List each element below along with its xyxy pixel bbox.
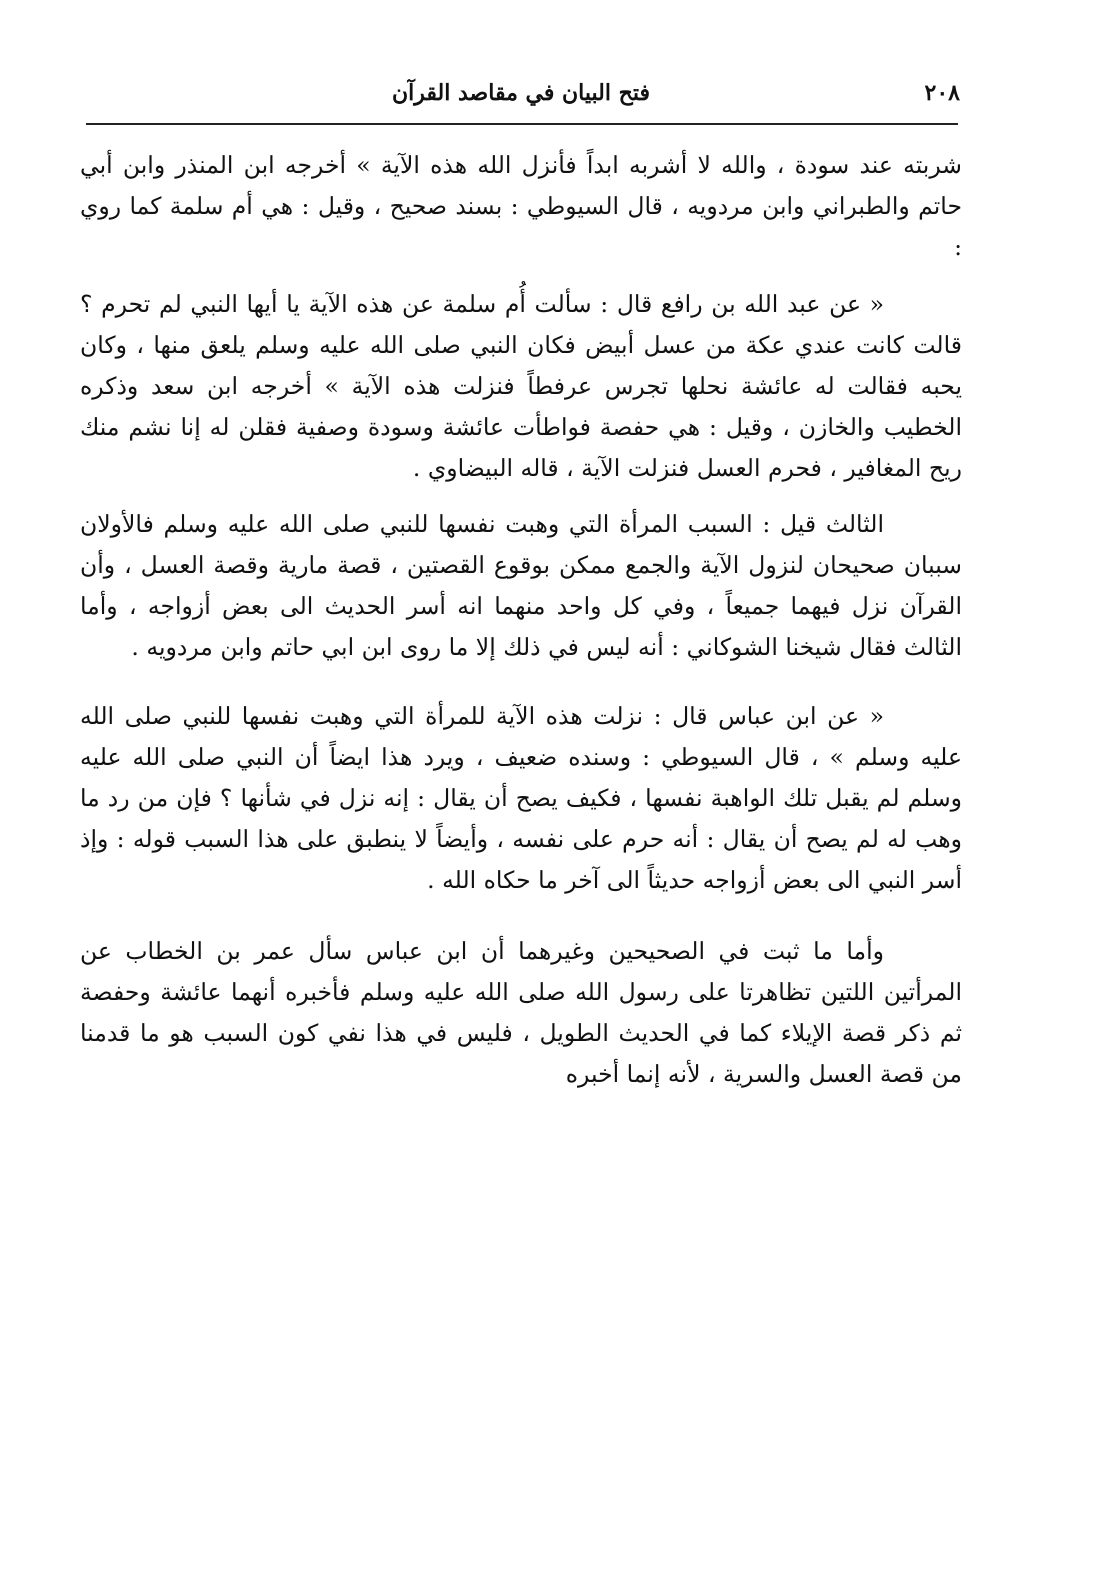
page-number: ٢٠٨ [924, 80, 960, 106]
paragraph-3: الثالث قيل : السبب المرأة التي وهبت نفسها للنبي صلى الله عليه وسلم فالأولان سببان صحيحان لنزول الآية والجمع ممكن بوقوع القصتين ، قصة مارية وقصة العسل ، وأن القرآن نزل فيهما جميعاً ، وفي كل واحد منهما انه أسر الحديث الى بعض أزواجه ، وأما الثالث فقال شيخنا الشوكاني : أنه ليس في ذلك إلا ما روى ابن ابي حاتم وابن مردويه . [80, 510, 962, 661]
paragraph-1: شربته عند سودة ، والله لا أشربه ابداً فأنزل الله هذه الآية » أخرجه ابن المنذر وابن أبي حاتم والطبراني وابن مردويه ، قال السيوطي : بسند صحيح ، وقيل : هي أم سلمة كما روي : [80, 151, 962, 261]
running-title: فتح البيان في مقاصد القرآن [392, 80, 650, 106]
paragraph-5: وأما ما ثبت في الصحيحين وغيرهما أن ابن عباس سأل عمر بن الخطاب عن المرأتين اللتين تظاهرتا على رسول الله صلى الله عليه وسلم فأخبره أنهما عائشة وحفصة ثم ذكر قصة الإيلاء كما في الحديث الطويل ، فليس في هذا نفي كون السبب هو ما قدمنا من قصة العسل والسرية ، لأنه إنما أخبره [80, 937, 962, 1088]
paragraph-2: « عن عبد الله بن رافع قال : سألت أُم سلمة عن هذه الآية يا أيها النبي لم تحرم ؟ قالت كانت عندي عكة من عسل أبيض فكان النبي صلى الله عليه وسلم يلعق منها ، وكان يحبه فقالت له عائشة نحلها تجرس عرفطاً فنزلت هذه الآية » أخرجه ابن سعد وذكره الخطيب والخازن ، وقيل : هي حفصة فواطأت عائشة وسودة وصفية فقلن له إنا نشم منك ريح المغافير ، فحرم العسل فنزلت الآية ، قاله البيضاوي . [80, 290, 962, 482]
page-header [82, 78, 960, 118]
header-rule [86, 123, 958, 125]
page-body [80, 145, 962, 1095]
paragraph-4: « عن ابن عباس قال : نزلت هذه الآية للمرأة التي وهبت نفسها للنبي صلى الله عليه وسلم » ، قال السيوطي : وسنده ضعيف ، ويرد هذا ايضاً أن النبي صلى الله عليه وسلم لم يقبل تلك الواهبة نفسها ، فكيف يصح أن يقال : إنه نزل في شأنها ؟ فإن من رد ما وهب له لم يصح أن يقال : أنه حرم على نفسه ، وأيضاً لا ينطبق على هذا السبب قوله : وإذ أسر النبي الى بعض أزواجه حديثاً الى آخر ما حكاه الله . [80, 702, 962, 894]
